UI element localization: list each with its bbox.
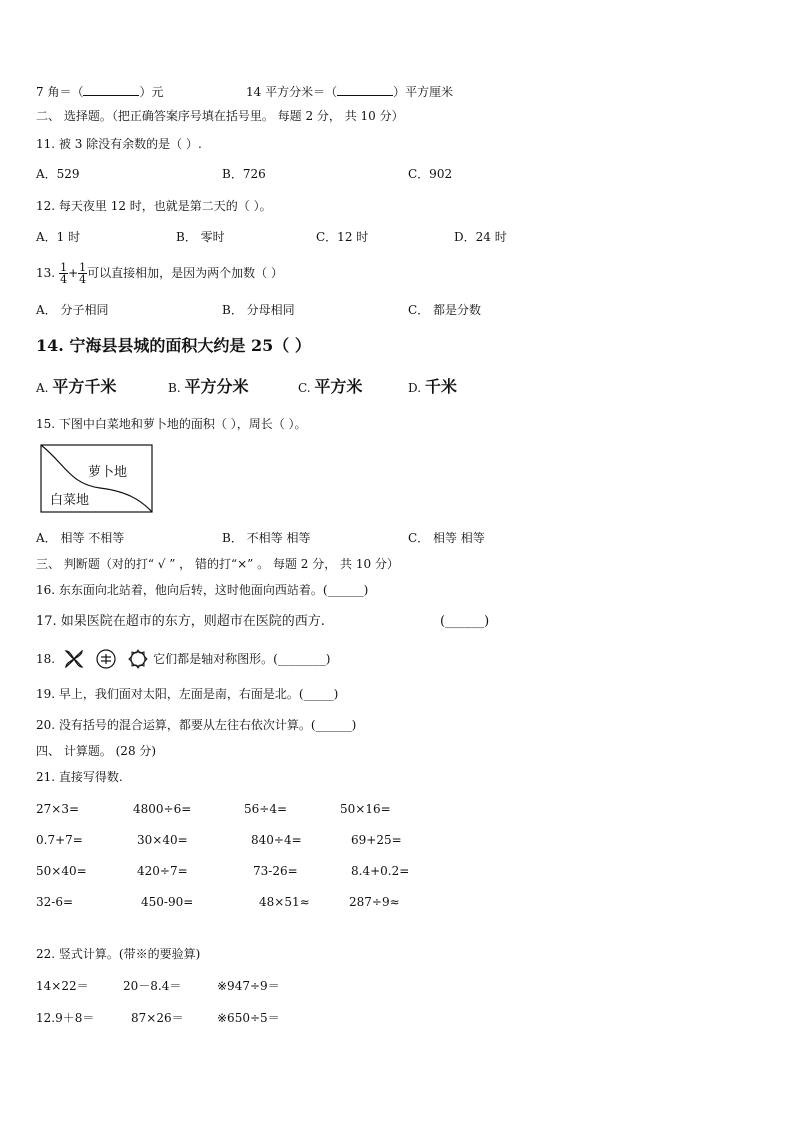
calc-item: 30×40= [137,833,188,847]
fill-blank-area: 14 平方分米＝（ ）平方厘米 [246,85,454,99]
vertical-calc-item: 12.9＋8＝ [36,1011,95,1025]
q13-option-c[interactable]: C． 都是分数 [408,303,481,317]
calc-item: 4800÷6= [133,802,192,816]
calc-item: 69+25= [351,833,402,847]
question-22: 22. 竖式计算。(带※的要验算) [36,947,201,961]
question-17: 17. 如果医院在超市的东方，则超市在医院的西方. [36,614,325,629]
fraction-one-quarter: $\frac{1}{4}$ [60,260,68,286]
q11-option-c[interactable]: C．902 [408,167,453,181]
circle-symbol-icon [95,648,117,670]
section-2-title: 二、 选择题。（把正确答案序号填在括号里。 每题 2 分， 共 10 分） [36,109,404,123]
q14-option-b[interactable]: B. 平方分米 [168,377,249,396]
q17-answer-blank[interactable]: (______) [440,614,490,629]
section-4-title: 四、 计算题。 (28 分) [36,744,157,758]
answer-blank[interactable] [83,84,139,96]
q12-option-d[interactable]: D．24 时 [454,230,507,244]
vertical-calc-item: 14×22＝ [36,979,89,993]
calc-item: 56÷4= [244,802,288,816]
question-11: 11. 被 3 除没有余数的是（ ）. [36,137,202,151]
label-luobo: 萝卜地 [88,465,128,480]
q15-option-c[interactable]: C． 相等 相等 [408,531,485,545]
calc-item: 287÷9≈ [349,895,400,909]
q14-option-d[interactable]: D. 千米 [408,377,457,396]
calc-item: 27×3= [36,802,80,816]
answer-blank[interactable] [337,84,393,96]
q13-option-a[interactable]: A． 分子相同 [36,303,109,317]
vertical-calc-item: 87×26＝ [131,1011,184,1025]
calc-item: 420÷7= [137,864,188,878]
question-15: 15. 下图中白菜地和萝卜地的面积（ ），周长（ ）。 [36,417,307,431]
question-18: 18. 它们都是轴对称图形。(________) [36,648,330,670]
vertical-calc-item: 20－8.4＝ [123,979,182,993]
vertical-calc-item: ※947÷9＝ [217,979,280,993]
label-baicai: 白菜地 [50,493,90,508]
fill-blank-jiao: 7 角＝（ ）元 [36,85,164,99]
q11-option-a[interactable]: A．529 [36,167,80,181]
question-12: 12. 每天夜里 12 时，也就是第二天的（ ）。 [36,199,272,213]
calc-item: 73-26= [253,864,298,878]
fraction-one-quarter: $\frac{1}{4}$ [79,260,87,286]
q12-option-b[interactable]: B． 零时 [176,230,225,244]
question-21: 21. 直接写得数. [36,770,123,784]
calc-item: 0.7+7= [36,833,83,847]
question-13: 13. $\frac{1}{4}$ + $\frac{1}{4}$ 可以直接相加，是因为两个加数（ ） [36,260,283,286]
q14-option-a[interactable]: A. 平方千米 [36,377,117,396]
calc-item: 8.4+0.2= [351,864,410,878]
q12-option-a[interactable]: A．1 时 [36,230,81,244]
section-3-title: 三、 判断题（对的打“ √ ” ， 错的打“×” 。 每题 2 分， 共 10 分） [36,557,399,571]
question-14: 14. 宁海县县城的面积大约是 25（ ） [36,336,311,355]
q15-option-b[interactable]: B． 不相等 相等 [222,531,311,545]
calc-item: 50×40= [36,864,87,878]
question-20: 20. 没有括号的混合运算，都要从左往右依次计算。(______) [36,718,357,732]
pinwheel-shape-icon [63,648,85,670]
calc-item: 840÷4= [251,833,302,847]
q13-option-b[interactable]: B． 分母相同 [222,303,295,317]
q12-option-c[interactable]: C．12 时 [316,230,369,244]
field-diagram [40,444,154,514]
calc-item: 450-90= [141,895,194,909]
q15-option-a[interactable]: A． 相等 不相等 [36,531,125,545]
question-19: 19. 早上，我们面对太阳，左面是南，右面是北。(_____) [36,687,339,701]
calc-item: 48×51≈ [259,895,310,909]
calc-item: 32-6= [36,895,74,909]
question-16: 16. 东东面向北站着，他向后转，这时他面向西站着。(______) [36,583,369,597]
q14-option-c[interactable]: C. 平方米 [298,377,363,396]
q11-option-b[interactable]: B．726 [222,167,266,181]
calc-item: 50×16= [340,802,391,816]
flower-shape-icon [127,648,149,670]
vertical-calc-item: ※650÷5＝ [217,1011,280,1025]
